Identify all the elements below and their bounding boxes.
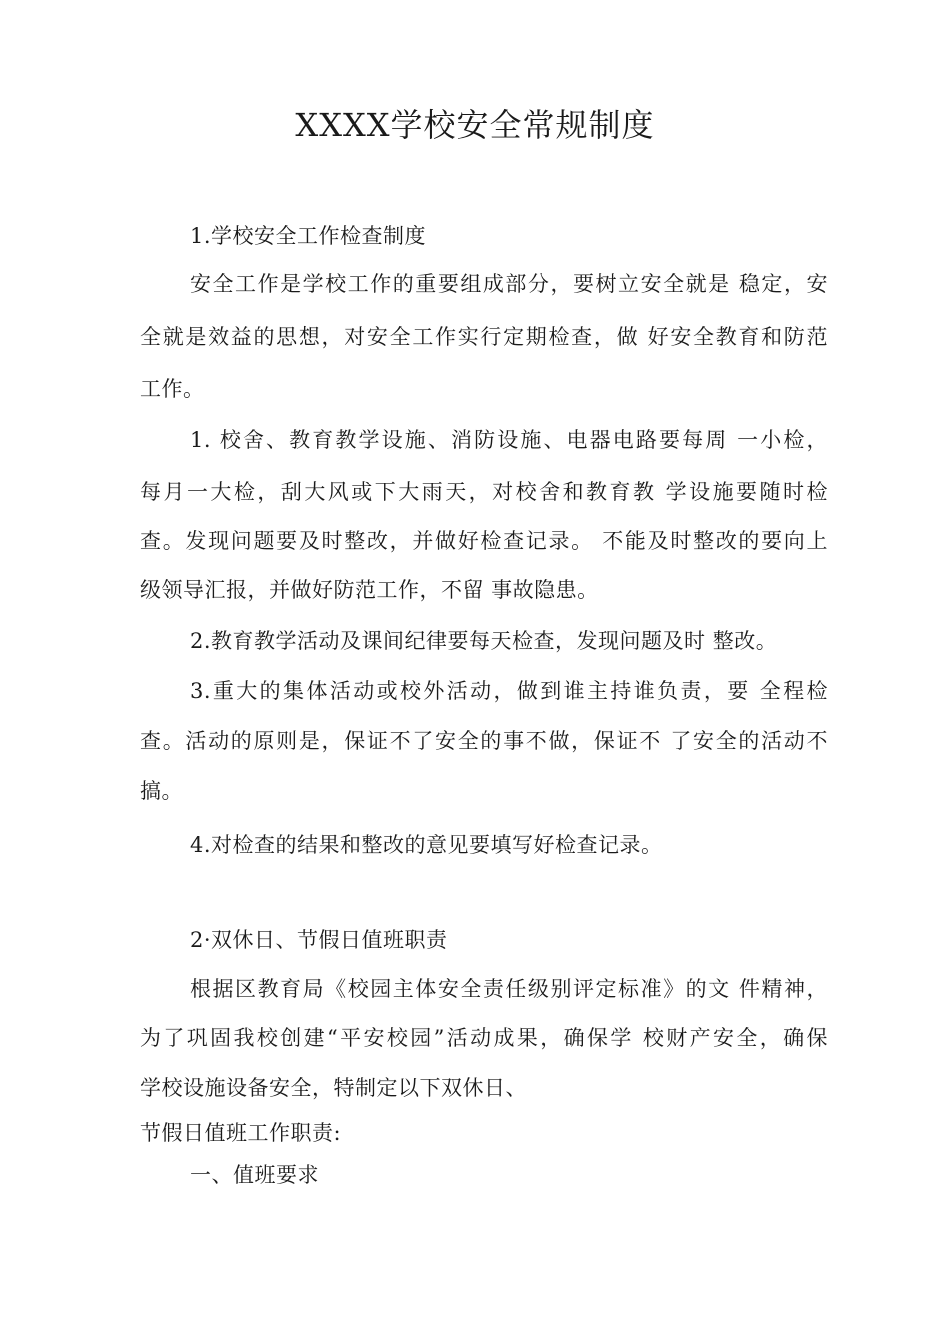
list-item-line: 每月一大检，刮大风或下大雨天，对校舍和教育教 学设施要随时检: [140, 480, 828, 504]
paragraph-line: 工作。: [140, 377, 205, 401]
document-title: XXXX学校安全常规制度: [295, 106, 655, 144]
section-heading-inspection: 1.学校安全工作检查制度: [190, 224, 427, 248]
paragraph-line: 学校设施设备安全，特制定以下双休日、: [140, 1076, 527, 1100]
paragraph-line: 根据区教育局《校园主体安全责任级别评定标准》的文 件精神，: [190, 977, 828, 1001]
section-heading-duty: 2·双休日、节假日值班职责: [190, 928, 448, 952]
list-item-line: 查。发现问题要及时整改，并做好检查记录。 不能及时整改的要向上: [140, 529, 828, 553]
list-item-line: 搞。: [140, 779, 183, 803]
list-item-line: 查。活动的原则是，保证不了安全的事不做，保证不 了安全的活动不: [140, 729, 828, 753]
subsection-heading: 一、值班要求: [190, 1163, 319, 1187]
paragraph-line: 为了巩固我校创建“平安校园”活动成果，确保学 校财产安全，确保: [140, 1026, 828, 1050]
list-item-line: 2.教育教学活动及课间纪律要每天检查，发现问题及时 整改。: [190, 629, 778, 653]
paragraph-line: 安全工作是学校工作的重要组成部分，要树立安全就是 稳定，安: [190, 272, 828, 296]
paragraph-line: 节假日值班工作职责:: [140, 1121, 342, 1145]
paragraph-line: 全就是效益的思想，对安全工作实行定期检查，做 好安全教育和防范: [140, 325, 828, 349]
list-item-line: 4.对检查的结果和整改的意见要填写好检查记录。: [190, 833, 663, 857]
list-item-line: 级领导汇报，并做好防范工作，不留 事故隐患。: [140, 578, 599, 602]
list-item-line: 1. 校舍、教育教学设施、消防设施、电器电路要每周 一小检，: [190, 428, 828, 452]
list-item-line: 3.重大的集体活动或校外活动，做到谁主持谁负责，要 全程检: [190, 679, 828, 703]
